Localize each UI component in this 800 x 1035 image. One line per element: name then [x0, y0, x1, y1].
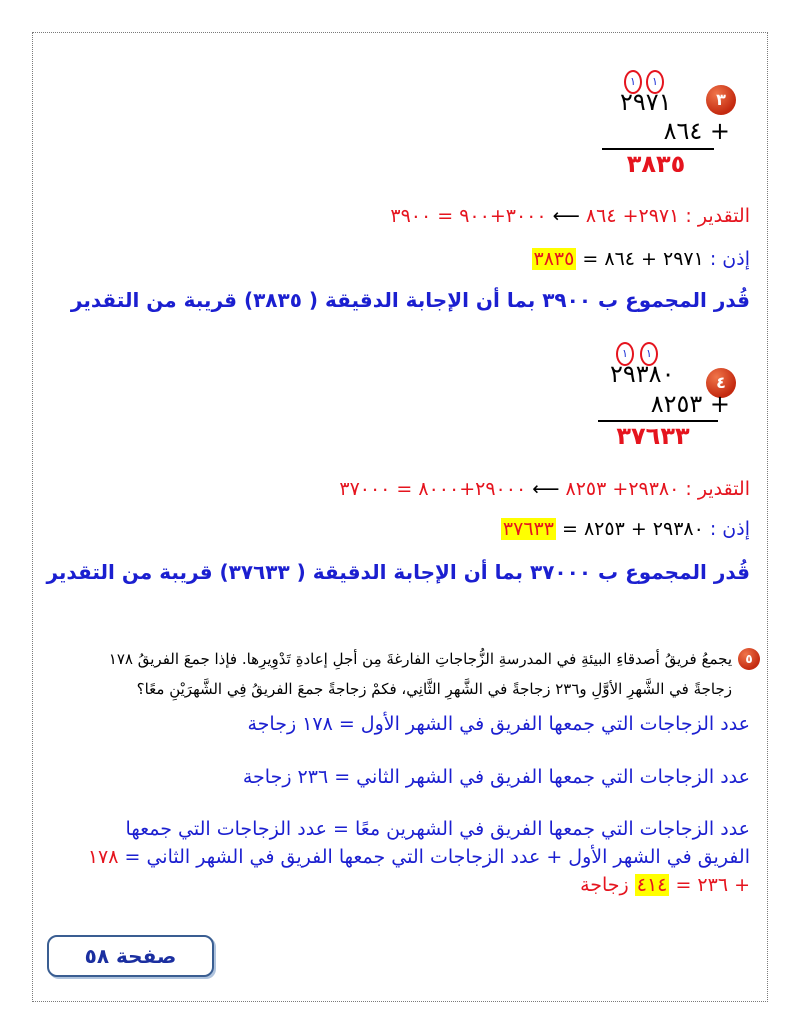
estimate-expression: ٢٩٣٨٠+ ٨٢٥٣	[565, 478, 680, 500]
q5-problem-line-2: زجاجةً في الشَّهرِ الأوَّلِ و٢٣٦ زجاجةً في الشَّهرِ الثَّانِي، فكمْ زجاجةً جمعَ الفريقُ فِي الشَّهرَيْنِ معًا؟	[136, 680, 732, 698]
q5-problem-line-1: يجمعُ فريقُ أصدقاءِ البيئةِ في المدرسةِ الزُّجاجاتِ الفارغةَ مِن أجلِ إعادةِ تَدْوِيرِها. فإذا جمعَ الفريقُ ١٧٨	[108, 650, 732, 668]
q4-sum: ٣٧٦٣٣	[616, 422, 690, 450]
q4-addend-1: ٢٩٣٨٠	[610, 360, 675, 388]
q4-estimate-line	[339, 478, 750, 500]
q5-answer-line-2: عدد الزجاجات التي جمعها الفريق في الشهر الثاني = ٢٣٦ زجاجة	[242, 766, 750, 788]
q4-then-line	[501, 518, 750, 540]
carry-circle: ١	[624, 70, 642, 94]
then-label: إذن :	[709, 518, 750, 540]
then-answer: ٣٨٣٥	[533, 248, 575, 270]
then-expression: ٢٩٧١ + ٨٦٤ =	[582, 248, 704, 270]
carry-circle: ١	[640, 342, 658, 366]
q5-answer-line-3: عدد الزجاجات التي جمعها الفريق في الشهرين معًا = عدد الزجاجات التي جمعها	[125, 818, 750, 840]
then-answer: ٣٧٦٣٣	[502, 518, 554, 540]
question-5-badge: ٥	[738, 648, 760, 670]
estimate-expression: ٢٩٧١+ ٨٦٤	[585, 205, 680, 227]
estimate-result: ٣٠٠٠+٩٠٠ = ٣٩٠٠	[390, 205, 547, 227]
q3-estimate-line	[390, 205, 750, 227]
q5-answer-line-1: عدد الزجاجات التي جمعها الفريق في الشهر الأول = ١٧٨ زجاجة	[247, 713, 750, 735]
question-4-badge: ٤	[706, 368, 736, 398]
q3-then-line	[532, 248, 750, 270]
q5-answer-line-5	[580, 874, 750, 896]
q3-addend-2: ٨٦٤ +	[663, 117, 730, 145]
q4-conclusion: قُدر المجموع ب ٣٧٠٠٠ بما أن الإجابة الدقيقة ( ٣٧٦٣٣) قريبة من التقدير	[46, 560, 750, 584]
left-arrow-icon: ⟵	[552, 205, 580, 227]
q3-conclusion: قُدر المجموع ب ٣٩٠٠ بما أن الإجابة الدقيقة ( ٣٨٣٥) قريبة من التقدير	[70, 288, 750, 312]
answer-line-5-expression: + ٢٣٦ =	[675, 874, 750, 896]
carry-circle: ١	[616, 342, 634, 366]
then-expression: ٢٩٣٨٠ + ٨٢٥٣ =	[561, 518, 704, 540]
answer-line-4-text: الفريق في الشهر الأول + عدد الزجاجات التي جمعها الفريق في الشهر الثاني =	[124, 846, 750, 868]
answer-line-5-answer: ٤١٤	[636, 874, 668, 896]
answer-line-4-value: ١٧٨	[87, 846, 119, 868]
question-3-badge: ٣	[706, 85, 736, 115]
estimate-result: ٢٩٠٠٠+٨٠٠٠ = ٣٧٠٠٠	[339, 478, 527, 500]
left-arrow-icon: ⟵	[532, 478, 560, 500]
answer-line-5-unit: زجاجة	[580, 874, 629, 896]
q5-answer-line-4	[88, 846, 750, 868]
carry-circle: ١	[646, 70, 664, 94]
q3-sum: ٣٨٣٥	[626, 150, 686, 178]
estimate-label: التقدير :	[685, 478, 750, 500]
then-label: إذن :	[709, 248, 750, 270]
page-number-label: صفحة ٥٨	[47, 935, 214, 977]
estimate-label: التقدير :	[685, 205, 750, 227]
q3-addend-1: ٢٩٧١	[620, 88, 672, 116]
q4-addend-2: ٨٢٥٣ +	[650, 390, 730, 418]
